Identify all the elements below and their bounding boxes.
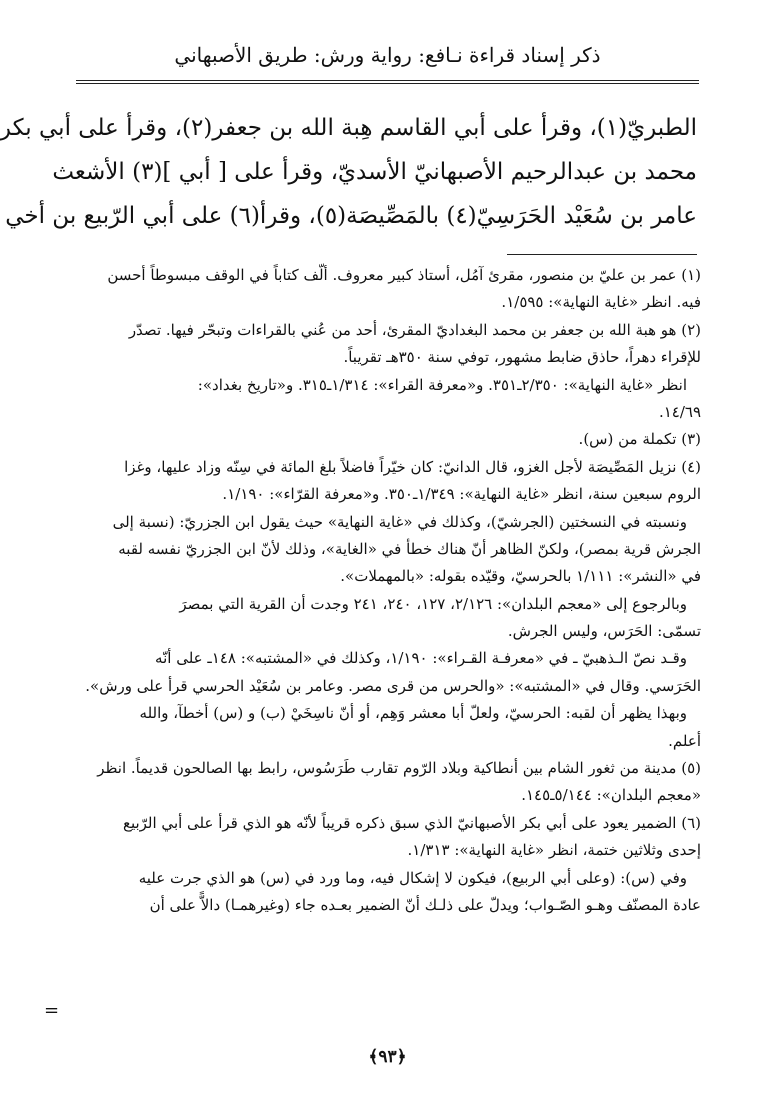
main-line-1: الطبريّ(١)، وقرأ على أبي القاسم هِبة الله بن جعفر(٢)، وقرأ على أبي بكر <box>0 115 697 141</box>
footnote-line: انظر «غاية النهاية»: ٢/٣٥٠ـ٣٥١. و«معرفة القراء»: ١/٣١٤ـ٣١٥. و«تاريخ بغداد»: <box>197 375 687 394</box>
footnote-line: الجرش قرية بمصر)، ولكنّ الظاهر أنّ هناك خطأ في «الغاية»، وذلك لأنّ ابن الجزريّ نفسه لقبه <box>118 539 701 558</box>
main-line-2: محمد بن عبدالرحيم الأصبهانيّ الأسديّ، وقرأ على [ أبي ](٣) الأشعث <box>52 159 697 185</box>
footnote-line: عادة المصنّف وهـو الصّـواب؛ ويدلّ على ذلـك أنّ الضمير بعـده جاء (وغيرهمـا) دالاًّ على أن <box>149 895 701 914</box>
footnote-line: وبهذا يظهر أن لقبه: الحرسيّ، ولعلّ أبا معشر وَهِم، أو أنّ ناسِخَيْ (ب) و (س) أخطآ، والله <box>139 704 687 723</box>
footnote-line: (٦) الضمير يعود على أبي بكر الأصبهانيّ الذي سبق ذكره قريباً لأنّه هو الذي قرأ على أبي الرّبيع <box>122 813 701 832</box>
footnote-line: (٥) مدينة من ثغور الشام بين أنطاكية وبلاد الرّوم تقارب طَرَسُوس، رابط بها الصالحون قديماً. انظر <box>97 759 701 778</box>
footnotes <box>72 262 701 919</box>
footnote-line: الحَرَسي. وقال في «المشتبه»: «والحرس من قرى مصر. وعامر بن سُعَيْد الحرسي قرأ على ورش». <box>85 676 701 695</box>
footnote-line: الروم سبعين سنة، انظر «غاية النهاية»: ١/٣٤٩ـ٣٥٠. و«معرفة القرّاء»: ١/١٩٠. <box>222 485 701 504</box>
footnote-line: وفي (س): (وعلى أبي الربيع)، فيكون لا إشكال فيه، وما ورد في (س) هو الذي جرت عليه <box>138 868 687 887</box>
continuation-mark: = <box>44 1000 60 1021</box>
main-text <box>0 106 697 238</box>
footnote-line: ونسبته في النسختين (الجرشيّ)، وكذلك في «غاية النهاية» حيث يقول ابن الجزريّ: (نسبة إلى <box>112 512 687 531</box>
footnote-line: إحدى وثلاثين ختمة، انظر «غاية النهاية»: ١/٣١٣. <box>407 841 701 860</box>
footnote-line: للإقراء دهراً، حاذق ضابط مشهور، توفي سنة ٣٥٠هـ تقريباً. <box>343 348 701 367</box>
footnote-line: ١٤/٦٩. <box>658 402 701 421</box>
footnote-line: تسمّى: الحَرَس، وليس الجرش. <box>507 622 701 641</box>
footnote-line: (٤) نزيل المَصِّيصَة لأجل الغزو، قال الدانيّ: كان خيّراً فاضلاً بلغ المائة في سِنّه وزاد عليها، وغزا <box>124 457 701 476</box>
footnote-line: (٢) هو هبة الله بن جعفر بن محمد البغداديّ المقرئ، أحد من عُني بالقراءات وتبحّر فيها. تصدّر <box>128 320 701 339</box>
footnote-separator <box>507 254 697 255</box>
header-rule <box>76 80 699 84</box>
footnote-line: (١) عمر بن عليّ بن منصور، مقرئ آمُل، أستاذ كبير معروف. ألّف كتاباً في الوقف مبسوطاً أحسن <box>107 266 701 284</box>
footnote-line: في «النشر»: ١/١١١ بالحرسيّ، وقيّده بقوله: «بالمهملات». <box>340 567 701 586</box>
main-line-3: عامر بن سُعَيْد الحَرَسِيّ(٤) بالمَصِّيصَة(٥)، وقرأ(٦) على أبي الرّبيع بن أخي <box>5 203 697 229</box>
footnote-line: فيه. انظر «غاية النهاية»: ١/٥٩٥. <box>501 293 701 312</box>
running-header: ذكر إسناد قراءة نـافع: رواية ورش: طريق الأصبهاني <box>174 43 601 67</box>
footnote-line: أعلم. <box>668 731 701 750</box>
footnote-line: وبالرجوع إلى «معجم البلدان»: ٢/١٢٦، ١٢٧، ٢٤٠، ٢٤١ وجدت أن القرية التي بمصرَ <box>179 594 687 613</box>
footnote-line: وقـد نصّ الـذهبيّ ـ في «معرفـة القـراء»: ١/١٩٠، وكذلك في «المشتبه»: ١٤٨ـ على أنّه <box>155 649 687 668</box>
footnote-line: «معجم البلدان»: ٥/١٤٤ـ١٤٥. <box>521 786 701 805</box>
footnote-line: (٣) تكملة من (س). <box>578 430 701 449</box>
page-number: ﴿٩٣﴾ <box>368 1047 407 1067</box>
